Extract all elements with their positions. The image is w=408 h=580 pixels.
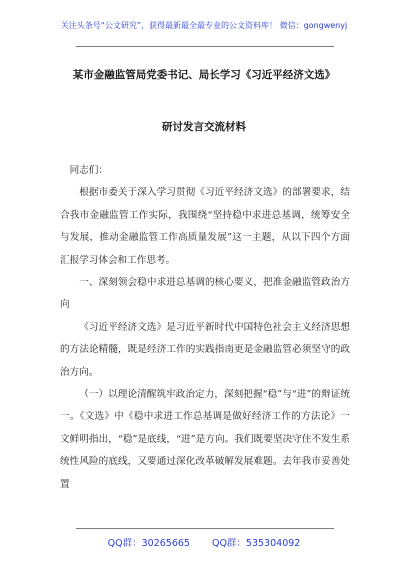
section-heading-1: 一、深刻领会稳中求进总基调的核心要义，把准金融监管政治方向 <box>60 277 350 311</box>
paragraph-section-1: 《习近平经济文选》是习近平新时代中国特色社会主义经济思想的方法论精髓，既是经济工作的实践指南更是金融监管必须坚守的政治方向。 <box>60 321 350 378</box>
footer-divider <box>76 528 334 529</box>
footer-qq-group-2: QQ群：535304092 <box>211 538 301 549</box>
salutation: 同志们： <box>69 165 108 176</box>
document-subtitle: 研讨发言交流材料 <box>162 121 246 133</box>
header-divider <box>76 46 334 47</box>
header-banner: 关注头条号“公文研究”，获得最新最全最专业的公文资料库！ 微信：gongwenyj <box>60 21 348 30</box>
paragraph-intro: 根据市委关于深入学习贯彻《习近平经济文选》的部署要求，结合我市金融监管工作实际，我围绕“坚持稳中求进总基调，统筹安全与发展，推动金融监管工作高质量发展”这一主题，从以下四个方面汇报学习体会和工作思考。 <box>60 187 350 266</box>
footer-qq-group-1: QQ群：30265665 <box>107 538 190 549</box>
document-body <box>60 160 350 496</box>
document-title: 某市金融监管局党委书记、局长学习《习近平经济文选》 <box>72 69 336 81</box>
paragraph-subsection-1: （一）以理论清醒筑牢政治定力，深刻把握“稳”与“进”的辩证统一。《文选》中《稳中求进工作总基调是做好经济工作的方法论》一文鲜明指出，“稳”是底线，“进”是方向。我们既要坚决守住不发生系统性风险的底线，又要通过深化改革破解发展难题。去年我市妥善处置 <box>60 389 350 490</box>
footer-contact <box>0 535 408 549</box>
